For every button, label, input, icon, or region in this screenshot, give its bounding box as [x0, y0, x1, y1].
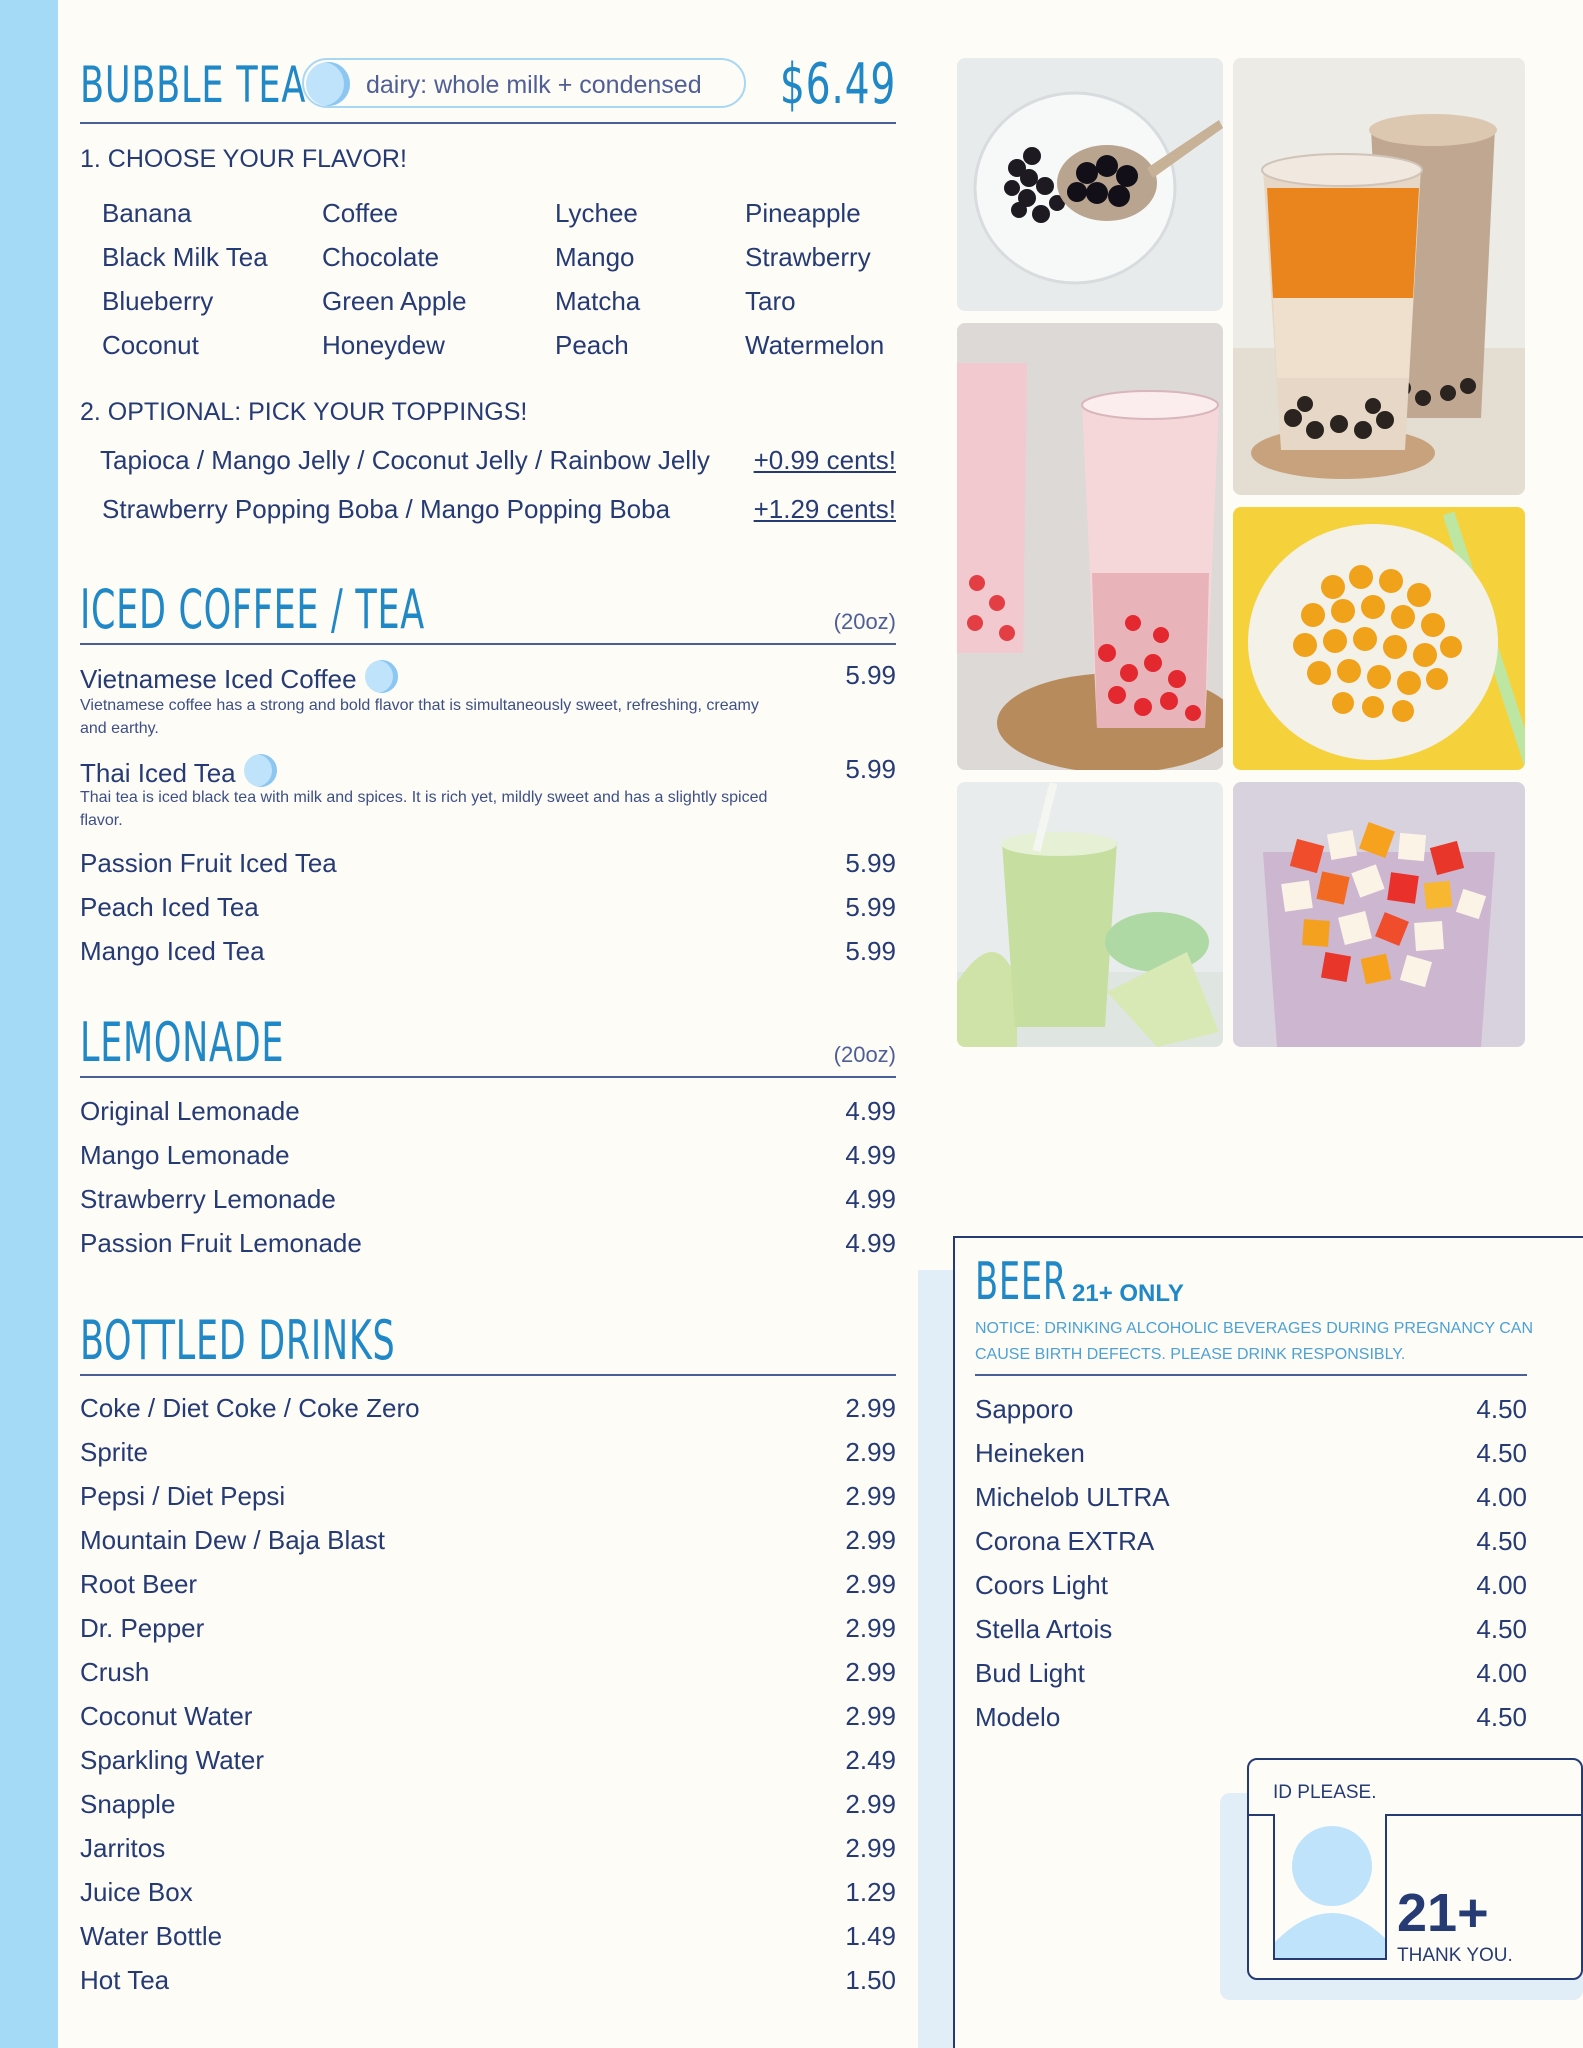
id-label: ID PLEASE. [1273, 1782, 1377, 1803]
item-price: 4.00 [1476, 1482, 1527, 1512]
item-price: 1.49 [845, 1921, 896, 1951]
item-name: Coors Light [975, 1570, 1108, 1600]
beer-item [975, 1702, 1527, 1738]
bottled-title: BOTTLED DRINKS [80, 1309, 396, 1372]
item-price: 2.99 [845, 1613, 896, 1643]
item-name: Passion Fruit Iced Tea [80, 848, 337, 878]
menu-item [80, 1745, 896, 1781]
photo-mango-boba [1233, 507, 1525, 770]
item-price: 4.50 [1476, 1614, 1527, 1644]
item-description: Thai tea is iced black tea with milk and spices. It is rich yet, mildly sweet and has a slightly spiced flavor. [80, 789, 768, 829]
menu-item [80, 1228, 896, 1264]
flavor-item: Honeydew [322, 330, 445, 360]
item-price: 2.99 [845, 1569, 896, 1599]
item-name: Bud Light [975, 1658, 1085, 1688]
item-name: Sprite [80, 1437, 148, 1467]
flavor-item: Peach [555, 330, 629, 360]
beer-item [975, 1482, 1527, 1518]
item-name: Sparkling Water [80, 1745, 264, 1775]
item-name: Modelo [975, 1702, 1061, 1732]
item-price: 2.99 [845, 1437, 896, 1467]
flavor-item: Matcha [555, 286, 641, 316]
menu-item [80, 1481, 896, 1517]
item-price: 2.99 [845, 1393, 896, 1423]
photo-honeydew-slush [957, 782, 1223, 1047]
flavor-item: Banana [102, 198, 192, 228]
photo-fruit-jelly [1233, 782, 1525, 1047]
menu-item [80, 848, 896, 884]
beer-age-restriction: 21+ ONLY [1072, 1280, 1184, 1307]
item-name: Original Lemonade [80, 1096, 300, 1126]
id-age: 21+ [1397, 1883, 1489, 1943]
beer-item [975, 1570, 1527, 1606]
menu-item [80, 1877, 896, 1913]
item-price: 4.99 [845, 1184, 896, 1214]
item-price: 4.00 [1476, 1658, 1527, 1688]
beer-item [975, 1438, 1527, 1474]
photo-tapioca-pearls [957, 58, 1223, 311]
beer-item [975, 1658, 1527, 1694]
item-name: Juice Box [80, 1877, 193, 1907]
item-price: 2.99 [845, 1789, 896, 1819]
flavor-item: Lychee [555, 198, 638, 228]
menu-item [80, 1789, 896, 1825]
flavor-item: Coconut [102, 330, 199, 360]
flavor-item: Black Milk Tea [102, 242, 268, 272]
dairy-text: dairy: whole milk + condensed [366, 71, 702, 99]
dairy-dot-icon [244, 754, 277, 787]
bottled-header [80, 1302, 896, 1376]
dairy-dot-icon [306, 62, 350, 106]
item-name: Peach Iced Tea [80, 892, 259, 922]
item-price: 5.99 [845, 936, 896, 966]
item-name: Vietnamese Iced Coffee [80, 664, 357, 694]
item-price: 2.99 [845, 1525, 896, 1555]
item-price: 5.99 [845, 892, 896, 922]
flavor-item: Chocolate [322, 242, 440, 272]
menu-item [80, 1140, 896, 1176]
item-name: Mango Iced Tea [80, 936, 265, 966]
item-price: 1.29 [845, 1877, 896, 1907]
menu-item [80, 1393, 896, 1429]
menu-item [80, 660, 896, 696]
flavor-item: Green Apple [322, 286, 467, 316]
beer-item [975, 1614, 1527, 1650]
topping-name: Strawberry Popping Boba / Mango Popping Boba [102, 494, 671, 524]
item-name: Coke / Diet Coke / Coke Zero [80, 1393, 420, 1423]
flavor-item: Coffee [322, 198, 399, 228]
item-price: 2.99 [845, 1701, 896, 1731]
bubble-tea-title: BUBBLE TEA [80, 56, 307, 114]
iced-title: ICED COFFEE / TEA [80, 578, 425, 641]
id-photo [1273, 1814, 1387, 1960]
bubble-tea-price: $6.49 [779, 52, 896, 117]
item-price: 1.50 [845, 1965, 896, 1995]
item-name: Strawberry Lemonade [80, 1184, 336, 1214]
menu-item [80, 1701, 896, 1737]
flavor-item: Mango [555, 242, 635, 272]
beer-divider [975, 1374, 1527, 1376]
step-choose-flavor: 1. CHOOSE YOUR FLAVOR! [80, 145, 407, 173]
item-price: 4.99 [845, 1140, 896, 1170]
item-name: Snapple [80, 1789, 176, 1819]
menu-item [80, 754, 896, 790]
item-price: 4.50 [1476, 1702, 1527, 1732]
dairy-dot-icon [365, 660, 398, 693]
beer-title: BEER [975, 1252, 1067, 1312]
item-price: 4.00 [1476, 1570, 1527, 1600]
menu-item [80, 1096, 896, 1132]
step-pick-toppings: 2. OPTIONAL: PICK YOUR TOPPINGS! [80, 398, 528, 426]
item-name: Jarritos [80, 1833, 166, 1863]
menu-item [80, 1921, 896, 1957]
item-name: Mountain Dew / Baja Blast [80, 1525, 385, 1555]
item-name: Water Bottle [80, 1921, 223, 1951]
menu-item [80, 1833, 896, 1869]
dairy-pill [302, 58, 746, 108]
beer-item [975, 1526, 1527, 1562]
menu-item [80, 892, 896, 928]
item-price: 5.99 [845, 754, 896, 784]
side-stripe [0, 0, 58, 2048]
item-price: 4.99 [845, 1228, 896, 1258]
item-price: 4.50 [1476, 1526, 1527, 1556]
flavor-item: Pineapple [745, 198, 861, 228]
item-price: 4.50 [1476, 1394, 1527, 1424]
beer-notice: NOTICE: DRINKING ALCOHOLIC BEVERAGES DURING PREGNANCY CAN CAUSE BIRTH DEFECTS. PLEASE DRINK RESPONSIBLY. [975, 1320, 1534, 1363]
item-name: Michelob ULTRA [975, 1482, 1170, 1512]
item-price: 2.99 [845, 1657, 896, 1687]
menu-item [80, 1525, 896, 1561]
iced-size: (20oz) [833, 609, 896, 634]
topping-price: +0.99 cents! [753, 445, 896, 475]
iced-header [80, 575, 896, 645]
item-name: Sapporo [975, 1394, 1074, 1424]
item-name: Root Beer [80, 1569, 198, 1599]
photo-strawberry-milk [957, 323, 1223, 770]
id-card [1247, 1758, 1583, 1980]
item-price: 4.99 [845, 1096, 896, 1126]
id-thanks: THANK YOU. [1397, 1945, 1513, 1966]
item-name: Corona EXTRA [975, 1526, 1155, 1556]
photo-bubble-tea-cups [1233, 58, 1525, 495]
item-price: 2.99 [845, 1833, 896, 1863]
menu-item [80, 1657, 896, 1693]
bubble-tea-header [80, 50, 896, 124]
lemonade-title: LEMONADE [80, 1011, 285, 1074]
menu-item [80, 1569, 896, 1605]
item-name: Stella Artois [975, 1614, 1113, 1644]
item-price: 5.99 [845, 660, 896, 690]
menu-item [80, 1965, 896, 2001]
item-name: Coconut Water [80, 1701, 253, 1731]
menu-item [80, 936, 896, 972]
menu-item [80, 1613, 896, 1649]
item-price: 4.50 [1476, 1438, 1527, 1468]
item-name: Mango Lemonade [80, 1140, 290, 1170]
menu-item [80, 1184, 896, 1220]
item-name: Pepsi / Diet Pepsi [80, 1481, 286, 1511]
topping-name: Tapioca / Mango Jelly / Coconut Jelly / Rainbow Jelly [100, 445, 710, 475]
item-name: Dr. Pepper [80, 1613, 205, 1643]
item-name: Hot Tea [80, 1965, 170, 1995]
person-silhouette-icon [1275, 1814, 1387, 1960]
lemonade-size: (20oz) [833, 1042, 896, 1067]
menu-item [80, 1437, 896, 1473]
item-price: 2.99 [845, 1481, 896, 1511]
item-description: Vietnamese coffee has a strong and bold flavor that is simultaneously sweet, refreshing, creamy and earthy. [80, 697, 759, 737]
beer-item [975, 1394, 1527, 1430]
item-name: Thai Iced Tea [80, 758, 236, 788]
item-name: Passion Fruit Lemonade [80, 1228, 362, 1258]
topping-price: +1.29 cents! [753, 494, 896, 524]
lemonade-header [80, 1008, 896, 1078]
item-name: Crush [80, 1657, 150, 1687]
item-name: Heineken [975, 1438, 1085, 1468]
flavor-item: Blueberry [102, 286, 214, 316]
flavor-item: Taro [745, 286, 796, 316]
item-price: 2.49 [845, 1745, 896, 1775]
item-price: 5.99 [845, 848, 896, 878]
flavor-item: Strawberry [745, 242, 871, 272]
flavor-item: Watermelon [745, 330, 885, 360]
